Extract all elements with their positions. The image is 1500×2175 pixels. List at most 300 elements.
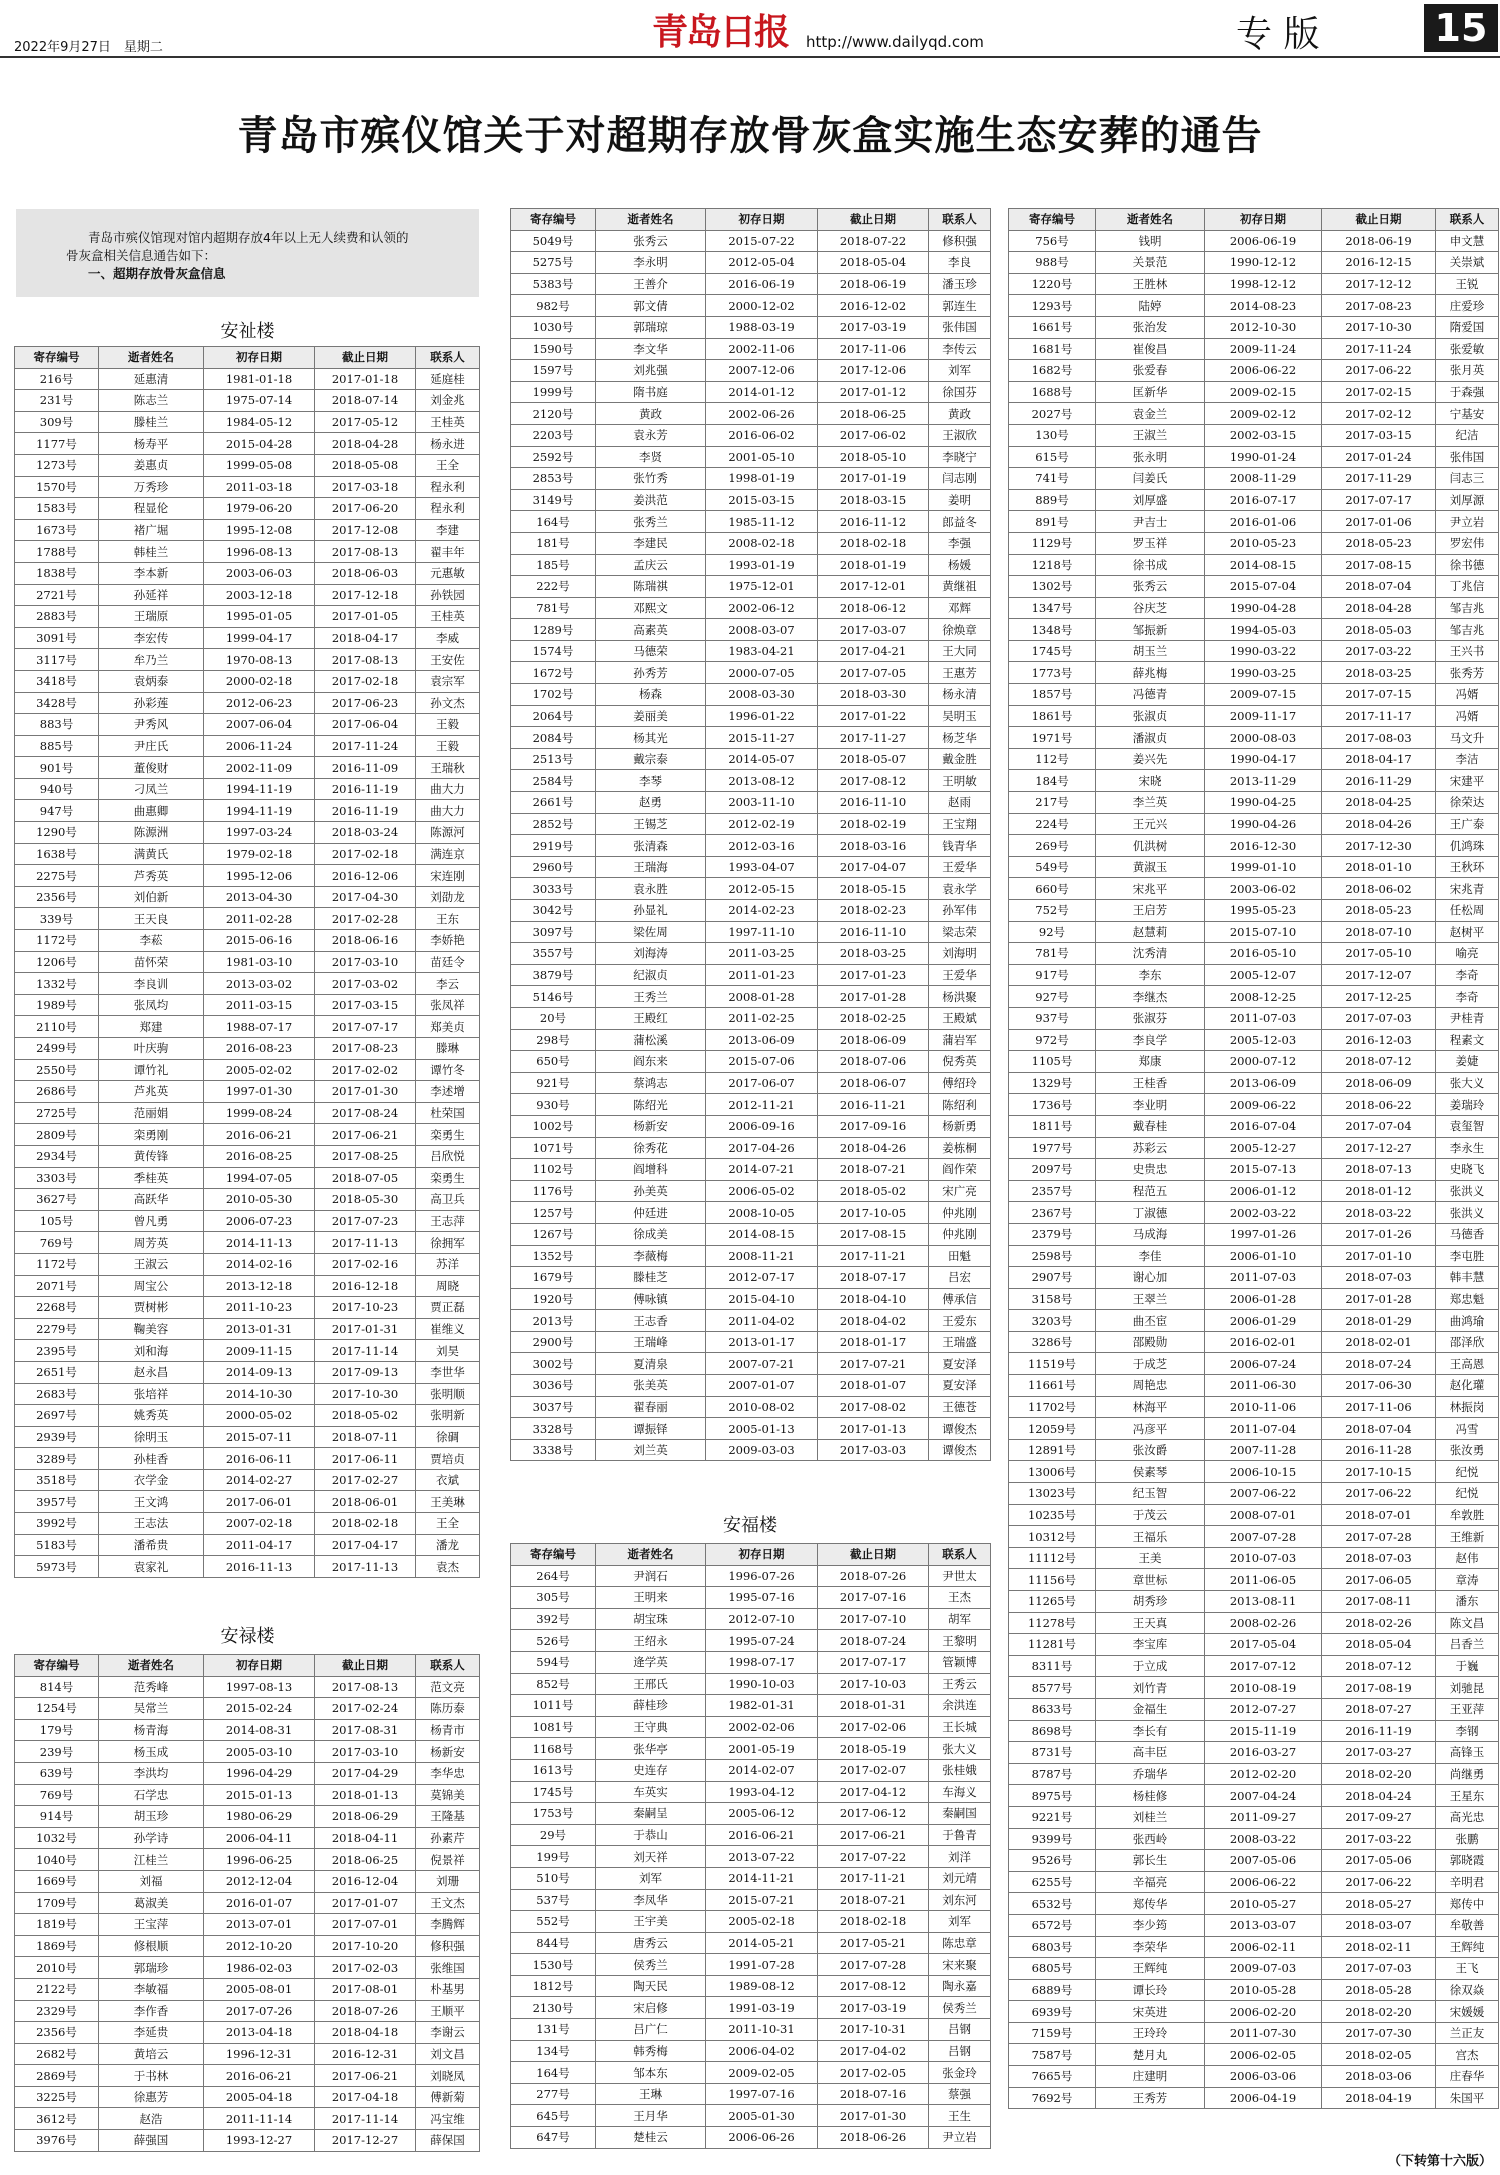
table-row [15,1340,480,1362]
contact-person-cell: 王黎明 [929,1630,991,1652]
initial-date-cell: 2012-06-23 [204,692,315,714]
expiry-date-cell: 2016-11-10 [818,921,929,943]
intro-line-2: 骨灰盒相关信息通告如下： [66,248,217,263]
initial-date-cell: 2015-03-15 [706,489,818,511]
initial-date-cell: 2008-11-29 [1205,468,1322,490]
contact-person-cell: 谭俊杰 [929,1439,991,1461]
storage-number-cell: 1971号 [1009,727,1096,749]
contact-person-cell: 郭连生 [929,295,991,317]
initial-date-cell: 2009-11-24 [1205,338,1322,360]
table-row [1009,1396,1499,1418]
table-row [511,1353,991,1375]
table-row [1009,1418,1499,1440]
deceased-name-cell: 张秀云 [1096,576,1205,598]
deceased-name-cell: 徐成美 [596,1223,706,1245]
contact-person-cell: 申文慧 [1436,230,1499,252]
expiry-date-cell: 2017-11-06 [818,338,929,360]
expiry-date-cell: 2017-01-31 [315,1318,416,1340]
expiry-date-cell: 2017-01-26 [1322,1223,1436,1245]
table-row [1009,1223,1499,1245]
contact-person-cell: 宁基安 [1436,403,1499,425]
contact-person-cell: 王秋环 [1436,856,1499,878]
initial-date-cell: 2011-03-25 [706,943,818,965]
expiry-date-cell: 2017-06-05 [1322,1569,1436,1591]
storage-number-cell: 5383号 [511,273,596,295]
storage-number-cell: 650号 [511,1051,596,1073]
deceased-name-cell: 李凤华 [596,1889,706,1911]
contact-person-cell: 元惠敏 [416,562,480,584]
contact-person-cell: 纪悦 [1436,1461,1499,1483]
expiry-date-cell: 2017-10-23 [315,1297,416,1319]
expiry-date-cell: 2018-06-29 [315,1806,416,1828]
table-row [15,2108,480,2130]
initial-date-cell: 2005-12-07 [1205,964,1322,986]
storage-number-cell: 5049号 [511,230,596,252]
table-row [511,316,991,338]
deceased-name-cell: 曲惠卿 [99,800,204,822]
expiry-date-cell: 2016-11-10 [818,792,929,814]
contact-person-cell: 车海义 [929,1781,991,1803]
initial-date-cell: 2008-02-18 [706,532,818,554]
storage-number-cell: 2071号 [15,1275,99,1297]
section-title-anlu: 安禄楼 [220,1626,275,1647]
expiry-date-cell: 2017-11-13 [315,1232,416,1254]
initial-date-cell: 2011-10-31 [706,2019,818,2041]
initial-date-cell: 1990-04-26 [1205,813,1322,835]
table-row [1009,1159,1499,1181]
expiry-date-cell: 2018-07-13 [1322,1159,1436,1181]
storage-number-cell: 239号 [15,1741,99,1763]
deceased-name-cell: 韩桂兰 [99,541,204,563]
expiry-date-cell: 2018-05-02 [818,1180,929,1202]
initial-date-cell: 2006-03-06 [1205,2066,1322,2088]
table-row [511,1716,991,1738]
storage-number-cell: 1329号 [1009,1072,1096,1094]
table-row [511,1051,991,1073]
contact-person-cell: 陈源河 [416,822,480,844]
storage-number-cell: 2097号 [1009,1159,1096,1181]
storage-number-cell: 3428号 [15,692,99,714]
table-row [511,1954,991,1976]
table-row [15,476,480,498]
contact-person-cell: 纪悦 [1436,1483,1499,1505]
table-row [15,1534,480,1556]
table-row [511,1738,991,1760]
contact-person-cell: 王毅 [416,735,480,757]
table-row [15,757,480,779]
storage-number-cell: 2907号 [1009,1267,1096,1289]
newspaper-url[interactable]: http://www.dailyqd.com [806,33,984,51]
table-row [1009,1785,1499,1807]
expiry-date-cell: 2018-05-15 [818,878,929,900]
initial-date-cell: 2008-07-01 [1205,1504,1322,1526]
storage-number-cell: 914号 [15,1806,99,1828]
storage-number-cell: 2900号 [511,1331,596,1353]
storage-number-cell: 741号 [1009,468,1096,490]
storage-number-cell: 852号 [511,1673,596,1695]
initial-date-cell: 1996-08-13 [204,541,315,563]
initial-date-cell: 2014-08-31 [204,1719,315,1741]
table-row [15,498,480,520]
initial-date-cell: 2011-09-27 [1205,1806,1322,1828]
storage-number-cell: 2697号 [15,1405,99,1427]
deceased-name-cell: 谷庆芝 [1096,597,1205,619]
storage-number-cell: 1530号 [511,1954,596,1976]
deceased-name-cell: 王福乐 [1096,1526,1205,1548]
expiry-date-cell: 2017-03-22 [1322,1828,1436,1850]
contact-person-cell: 牟敬善 [1436,1914,1499,1936]
deceased-name-cell: 李东 [1096,964,1205,986]
contact-person-cell: 宫杰 [1436,2044,1499,2066]
storage-number-cell: 5275号 [511,252,596,274]
storage-number-cell: 1682号 [1009,360,1096,382]
expiry-date-cell: 2017-10-03 [818,1673,929,1695]
contact-person-cell: 吕钢 [929,2040,991,2062]
deceased-name-cell: 王桂香 [1096,1072,1205,1094]
table-row [1009,2022,1499,2044]
deceased-name-cell: 张淑贞 [1096,705,1205,727]
storage-number-cell: 549号 [1009,856,1096,878]
expiry-date-cell: 2017-05-12 [315,411,416,433]
storage-number-cell: 1206号 [15,951,99,973]
expiry-date-cell: 2018-04-19 [1322,2087,1436,2109]
storage-number-cell: 1011号 [511,1695,596,1717]
table-header-row [511,209,991,231]
table-row [1009,1655,1499,1677]
page-header [0,0,1500,68]
expiry-date-cell: 2016-12-04 [315,1870,416,1892]
initial-date-cell: 2009-03-03 [706,1439,818,1461]
storage-number-cell: 1177号 [15,433,99,455]
storage-number-cell: 1773号 [1009,662,1096,684]
expiry-date-cell: 2017-12-27 [315,2130,416,2152]
deceased-name-cell: 冯德青 [1096,684,1205,706]
expiry-date-cell: 2017-07-17 [1322,489,1436,511]
table-row [15,714,480,736]
storage-number-cell: 510号 [511,1867,596,1889]
contact-person-cell: 姜瑞玲 [1436,1094,1499,1116]
expiry-date-cell: 2018-01-07 [818,1375,929,1397]
initial-date-cell: 1995-07-24 [706,1630,818,1652]
table-row [15,1784,480,1806]
expiry-date-cell: 2018-07-06 [818,1051,929,1073]
contact-person-cell: 王大同 [929,640,991,662]
deceased-name-cell: 宋英进 [1096,2001,1205,2023]
contact-person-cell: 张凤祥 [416,994,480,1016]
initial-date-cell: 2000-05-02 [204,1405,315,1427]
initial-date-cell: 2006-06-22 [1205,360,1322,382]
deceased-name-cell: 仲廷进 [596,1202,706,1224]
initial-date-cell: 2015-07-04 [1205,576,1322,598]
deceased-name-cell: 尹润石 [596,1565,706,1587]
expiry-date-cell: 2017-11-21 [818,1245,929,1267]
initial-date-cell: 2006-06-22 [1205,1871,1322,1893]
table-row [511,2127,991,2149]
contact-person-cell: 贾正磊 [416,1297,480,1319]
contact-person-cell: 满连京 [416,843,480,865]
table-row [511,489,991,511]
storage-number-cell: 6939号 [1009,2001,1096,2023]
storage-number-cell: 2120号 [511,403,596,425]
storage-number-cell: 9221号 [1009,1806,1096,1828]
table-header-row [511,1544,991,1566]
contact-person-cell: 谭竹冬 [416,1059,480,1081]
expiry-date-cell: 2018-04-18 [315,2022,416,2044]
initial-date-cell: 2015-06-16 [204,930,315,952]
storage-number-cell: 2395号 [15,1340,99,1362]
initial-date-cell: 2014-08-15 [1205,554,1322,576]
expiry-date-cell: 2017-01-10 [1322,1245,1436,1267]
contact-person-cell: 刘晓凤 [416,2065,480,2087]
contact-person-cell: 蒲岩军 [929,1029,991,1051]
initial-date-cell: 2016-06-21 [706,1824,818,1846]
table-row [511,2040,991,2062]
contact-person-cell: 阎作荣 [929,1159,991,1181]
expiry-date-cell: 2017-01-12 [818,381,929,403]
storage-number-cell: 769号 [15,1232,99,1254]
initial-date-cell: 2010-07-03 [1205,1547,1322,1569]
deceased-name-cell: 王翠兰 [1096,1288,1205,1310]
deceased-name-cell: 秦嗣呈 [596,1803,706,1825]
table-row [15,1556,480,1578]
initial-date-cell: 2012-07-17 [706,1267,818,1289]
initial-date-cell: 2003-06-03 [204,562,315,584]
deceased-name-cell: 姜洪范 [596,489,706,511]
contact-person-cell: 郑美贞 [416,1016,480,1038]
initial-date-cell: 2006-01-28 [1205,1288,1322,1310]
table-row [511,943,991,965]
table-row [1009,1115,1499,1137]
initial-date-cell: 2000-08-03 [1205,727,1322,749]
deceased-name-cell: 戴春桂 [1096,1115,1205,1137]
expiry-date-cell: 2018-07-04 [1322,576,1436,598]
storage-number-cell: 11112号 [1009,1547,1096,1569]
contact-person-cell: 苗廷令 [416,951,480,973]
initial-date-cell: 2015-04-10 [706,1288,818,1310]
table-row [15,2130,480,2152]
table-row [511,1202,991,1224]
contact-person-cell: 尹立岩 [1436,511,1499,533]
deceased-name-cell: 沈秀清 [1096,943,1205,965]
expiry-date-cell: 2018-06-22 [1322,1094,1436,1116]
deceased-name-cell: 姜丽美 [596,705,706,727]
contact-person-cell: 冯雪 [1436,1418,1499,1440]
initial-date-cell: 2013-08-12 [706,770,818,792]
expiry-date-cell: 2017-12-12 [1322,273,1436,295]
table-row [15,692,480,714]
contact-person-cell: 杨永清 [929,684,991,706]
storage-number-cell: 3097号 [511,921,596,943]
table-row [1009,1267,1499,1289]
initial-date-cell: 2012-11-21 [706,1094,818,1116]
contact-person-cell: 辛明君 [1436,1871,1499,1893]
contact-person-cell: 徐国芬 [929,381,991,403]
initial-date-cell: 2006-01-10 [1205,1245,1322,1267]
storage-number-cell: 3002号 [511,1353,596,1375]
contact-person-cell: 王广泰 [1436,813,1499,835]
table-row [15,1806,480,1828]
initial-date-cell: 2012-05-04 [706,252,818,274]
expiry-date-cell: 2018-07-05 [315,1167,416,1189]
deceased-name-cell: 姜惠贞 [99,454,204,476]
table-row [1009,1677,1499,1699]
deceased-name-cell: 李长有 [1096,1720,1205,1742]
table-row [15,1698,480,1720]
deceased-name-cell: 辛福亮 [1096,1871,1205,1893]
table-row [15,1426,480,1448]
deceased-name-cell: 杨青海 [99,1719,204,1741]
storage-number-cell: 185号 [511,554,596,576]
expiry-date-cell: 2017-03-22 [1322,640,1436,662]
table-row [511,597,991,619]
table-row [1009,1439,1499,1461]
initial-date-cell: 2010-05-28 [1205,1979,1322,2001]
table-row [1009,1094,1499,1116]
deceased-name-cell: 郭长生 [1096,1850,1205,1872]
contact-person-cell: 夏安泽 [929,1375,991,1397]
deceased-name-cell: 杨其光 [596,727,706,749]
deceased-name-cell: 郭瑞珍 [99,1957,204,1979]
storage-number-cell: 1702号 [511,684,596,706]
deceased-name-cell: 王瑞峰 [596,1331,706,1353]
storage-number-cell: 1681号 [1009,338,1096,360]
table-row [15,2065,480,2087]
contact-person-cell: 王秀云 [929,1673,991,1695]
table-row [1009,770,1499,792]
storage-number-cell: 199号 [511,1846,596,1868]
contact-person-cell: 闫志三 [1436,468,1499,490]
table-row [511,1803,991,1825]
storage-number-cell: 647号 [511,2127,596,2149]
table-row [1009,1051,1499,1073]
deceased-name-cell: 刘天祥 [596,1846,706,1868]
storage-number-cell: 645号 [511,2105,596,2127]
storage-number-cell: 1669号 [15,1870,99,1892]
initial-date-cell: 2012-02-20 [1205,1763,1322,1785]
expiry-date-cell: 2018-01-12 [1322,1180,1436,1202]
contact-person-cell: 徐书德 [1436,554,1499,576]
deceased-name-cell: 钱明 [1096,230,1205,252]
storage-number-cell: 1597号 [511,360,596,382]
initial-date-cell: 2006-02-20 [1205,2001,1322,2023]
table-row [1009,360,1499,382]
contact-person-cell: 徐拥军 [416,1232,480,1254]
initial-date-cell: 2007-02-18 [204,1513,315,1535]
deceased-name-cell: 戴宗泰 [596,748,706,770]
expiry-date-cell: 2016-12-02 [818,295,929,317]
table-row [511,1608,991,1630]
contact-person-cell: 莫锦美 [416,1784,480,1806]
initial-date-cell: 2005-01-30 [706,2105,818,2127]
table-row [15,1762,480,1784]
contact-person-cell: 王爱东 [929,1310,991,1332]
storage-number-cell: 1977号 [1009,1137,1096,1159]
contact-person-cell: 赵树平 [1436,921,1499,943]
initial-date-cell: 2006-11-24 [204,735,315,757]
contact-person-cell: 孙文杰 [416,692,480,714]
contact-person-cell: 傅承信 [929,1288,991,1310]
deceased-name-cell: 唐秀云 [596,1932,706,1954]
expiry-date-cell: 2017-04-02 [818,2040,929,2062]
deceased-name-cell: 袁永芳 [596,424,706,446]
table-row [511,1695,991,1717]
storage-number-cell: 2268号 [15,1297,99,1319]
contact-person-cell: 林振岗 [1436,1396,1499,1418]
contact-person-cell: 郭晓霞 [1436,1850,1499,1872]
expiry-date-cell: 2017-03-19 [818,316,929,338]
storage-number-cell: 1267号 [511,1223,596,1245]
expiry-date-cell: 2017-08-15 [1322,554,1436,576]
initial-date-cell: 2007-04-24 [1205,1785,1322,1807]
contact-person-cell: 纪洁 [1436,424,1499,446]
expiry-date-cell: 2018-02-05 [1322,2044,1436,2066]
contact-person-cell: 张洪义 [1436,1180,1499,1202]
deceased-name-cell: 王文鸿 [99,1491,204,1513]
contact-person-cell: 刘文昌 [416,2043,480,2065]
initial-date-cell: 2009-02-12 [1205,403,1322,425]
initial-date-cell: 1975-12-01 [706,576,818,598]
contact-person-cell: 王志萍 [416,1210,480,1232]
deceased-name-cell: 李少筠 [1096,1914,1205,1936]
initial-date-cell: 1995-05-23 [1205,900,1322,922]
initial-date-cell: 1999-08-24 [204,1102,315,1124]
table-row [15,1275,480,1297]
deceased-name-cell: 滕桂兰 [99,411,204,433]
deceased-name-cell: 孙彩莲 [99,692,204,714]
storage-number-cell: 2279号 [15,1318,99,1340]
expiry-date-cell: 2018-04-02 [818,1310,929,1332]
contact-person-cell: 宋广亮 [929,1180,991,1202]
initial-date-cell: 2010-11-06 [1205,1396,1322,1418]
contact-person-cell: 王明敏 [929,770,991,792]
table-row [511,403,991,425]
deceased-name-cell: 李敏福 [99,1978,204,2000]
table-row [15,1405,480,1427]
storage-number-cell: 1679号 [511,1267,596,1289]
contact-person-cell: 马文升 [1436,727,1499,749]
contact-person-cell: 宋兆青 [1436,878,1499,900]
deceased-name-cell: 李本新 [99,562,204,584]
storage-number-cell: 1348号 [1009,619,1096,641]
contact-person-cell: 马德香 [1436,1223,1499,1245]
table-row [1009,1353,1499,1375]
table-row [511,1267,991,1289]
deceased-name-cell: 刘兰英 [596,1439,706,1461]
expiry-date-cell: 2018-07-03 [1322,1267,1436,1289]
initial-date-cell: 2012-07-27 [1205,1698,1322,1720]
expiry-date-cell: 2017-08-23 [315,1038,416,1060]
expiry-date-cell: 2017-07-21 [818,1353,929,1375]
column-header: 联系人 [1436,209,1499,231]
initial-date-cell: 2011-06-05 [1205,1569,1322,1591]
expiry-date-cell: 2017-02-24 [315,1698,416,1720]
storage-number-cell: 1332号 [15,973,99,995]
initial-date-cell: 2016-06-19 [706,273,818,295]
table-row [1009,1202,1499,1224]
storage-number-cell: 3518号 [15,1469,99,1491]
initial-date-cell: 2016-01-06 [1205,511,1322,533]
table-row [15,1210,480,1232]
storage-number-cell: 8577号 [1009,1677,1096,1699]
expiry-date-cell: 2018-07-12 [1322,1051,1436,1073]
column-header: 截止日期 [818,1544,929,1566]
table-row [511,748,991,770]
expiry-date-cell: 2017-06-22 [1322,1871,1436,1893]
contact-person-cell: 薛保国 [416,2130,480,2152]
deceased-name-cell: 侯素琴 [1096,1461,1205,1483]
storage-number-cell: 112号 [1009,748,1096,770]
storage-number-cell: 639号 [15,1762,99,1784]
